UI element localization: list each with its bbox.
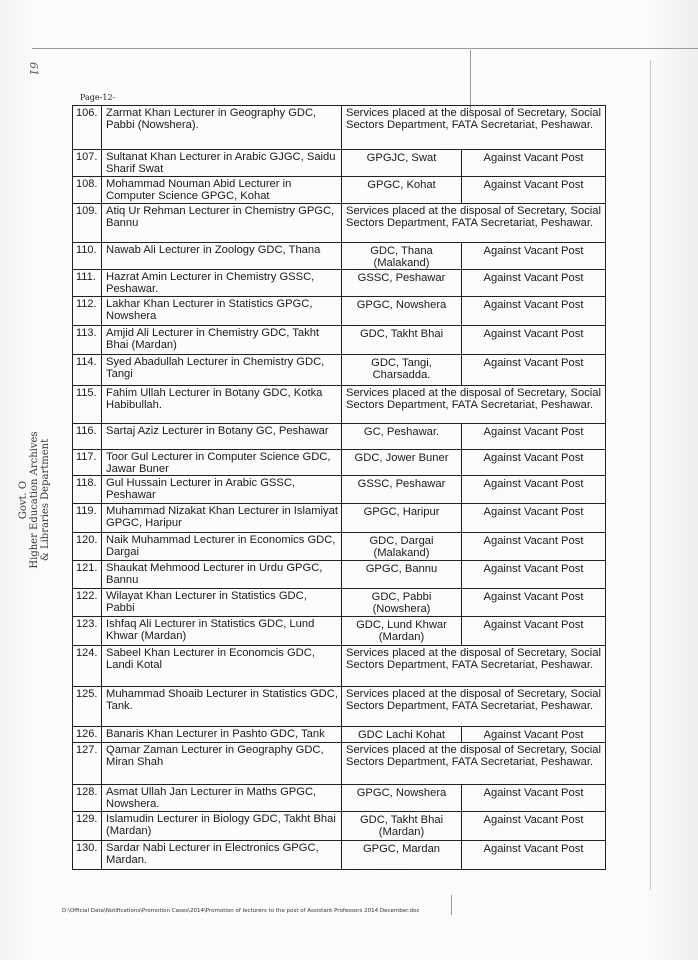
posting-place: GSSC, Peshawar — [342, 476, 462, 504]
table-row — [72, 354, 606, 386]
lecturer-name: Toor Gul Lecturer in Computer Science GDC, Jawar Buner — [102, 450, 342, 476]
serial-number: 126. — [72, 727, 102, 743]
posting-place: GPGC, Mardan — [342, 841, 462, 870]
table-row — [72, 203, 606, 243]
posting-place: GPGC, Nowshera — [342, 297, 462, 326]
posting-place: GC, Peshawar. — [342, 424, 462, 450]
posting-remarks: Services placed at the disposal of Secretary, Social Sectors Department, FATA Secretariat, Peshawar. — [342, 687, 606, 727]
lecturer-name: Lakhar Khan Lecturer in Statistics GPGC, Nowshera — [102, 297, 342, 326]
lecturer-name: Muhammad Nizakat Khan Lecturer in Islamiyat GPGC, Haripur — [102, 504, 342, 533]
posting-remarks: Services placed at the disposal of Secretary, Social Sectors Department, FATA Secretariat, Peshawar. — [342, 386, 606, 424]
serial-number: 111. — [72, 270, 102, 297]
serial-number: 109. — [72, 204, 102, 243]
lecturer-name: Shaukat Mehmood Lecturer in Urdu GPGC, Bannu — [102, 561, 342, 589]
post-status: Against Vacant Post — [462, 533, 606, 561]
serial-number: 128. — [72, 785, 102, 812]
posting-place: GPGC, Bannu — [342, 561, 462, 589]
serial-number: 118. — [72, 476, 102, 504]
post-status: Against Vacant Post — [462, 297, 606, 326]
table-row — [72, 242, 606, 270]
serial-number: 130. — [72, 841, 102, 870]
table-row — [72, 686, 606, 727]
table-row — [72, 296, 606, 326]
posting-place: GDC, Pabbi (Nowshera) — [342, 589, 462, 617]
lecturer-name: Asmat Ullah Jan Lecturer in Maths GPGC, Nowshera. — [102, 785, 342, 812]
post-status: Against Vacant Post — [462, 812, 606, 841]
post-status: Against Vacant Post — [462, 150, 606, 177]
lecturer-name: Banaris Khan Lecturer in Pashto GDC, Tank — [102, 727, 342, 743]
post-status: Against Vacant Post — [462, 476, 606, 504]
table-row — [72, 475, 606, 504]
table-row — [72, 503, 606, 533]
page-edge-line — [650, 60, 651, 890]
serial-number: 114. — [72, 355, 102, 386]
page-crease — [470, 50, 471, 110]
serial-number: 117. — [72, 450, 102, 476]
lecturer-name: Zarmat Khan Lecturer in Geography GDC, Pabbi (Nowshera). — [102, 106, 342, 150]
posting-place: GDC, Thana (Malakand) — [342, 243, 462, 270]
serial-number: 119. — [72, 504, 102, 533]
lecturer-name: Hazrat Amin Lecturer in Chemistry GSSC, Peshawar. — [102, 270, 342, 297]
serial-number: 108. — [72, 177, 102, 204]
table-row — [72, 176, 606, 204]
table-row — [72, 616, 606, 646]
post-status: Against Vacant Post — [462, 450, 606, 476]
table-row — [72, 811, 606, 841]
lecturer-name: Sartaj Aziz Lecturer in Botany GC, Peshawar — [102, 424, 342, 450]
table-row — [72, 645, 606, 687]
posting-place: GPGJC, Swat — [342, 150, 462, 177]
table-row — [72, 784, 606, 812]
post-status: Against Vacant Post — [462, 561, 606, 589]
posting-place: GSSC, Peshawar — [342, 270, 462, 297]
lecturer-name: Islamudin Lecturer in Biology GDC, Takht Bhai (Mardan) — [102, 812, 342, 841]
post-status: Against Vacant Post — [462, 270, 606, 297]
table-row — [72, 726, 606, 743]
page-number: Page-12- — [80, 93, 116, 102]
table-row — [72, 269, 606, 297]
lecturer-name: Muhammad Shoaib Lecturer in Statistics GDC, Tank. — [102, 687, 342, 727]
lecturer-name: Sabeel Khan Lecturer in Economcis GDC, Landi Kotal — [102, 646, 342, 687]
table-row — [72, 149, 606, 177]
page-fold-line — [32, 48, 698, 49]
lecturer-name: Sultanat Khan Lecturer in Arabic GJGC, Saidu Sharif Swat — [102, 150, 342, 177]
post-status: Against Vacant Post — [462, 589, 606, 617]
table-row — [72, 742, 606, 785]
lecturer-name: Gul Hussain Lecturer in Arabic GSSC, Peshawar — [102, 476, 342, 504]
stamp-line: Higher Education Archives — [29, 431, 40, 569]
table-row — [72, 840, 606, 870]
lecturer-name: Qamar Zaman Lecturer in Geography GDC, Miran Shah — [102, 743, 342, 785]
post-status: Against Vacant Post — [462, 785, 606, 812]
serial-number: 125. — [72, 687, 102, 727]
serial-number: 121. — [72, 561, 102, 589]
posting-remarks: Services placed at the disposal of Secretary, Social Sectors Department, FATA Secretariat, Peshawar. — [342, 743, 606, 785]
serial-number: 122. — [72, 589, 102, 617]
posting-place: GPGC, Nowshera — [342, 785, 462, 812]
table-row — [72, 105, 606, 150]
posting-place: GDC, Takht Bhai (Mardan) — [342, 812, 462, 841]
table-bottom-border — [72, 869, 606, 870]
table-left-border — [72, 105, 73, 869]
posting-remarks: Services placed at the disposal of Secretary, Social Sectors Department, FATA Secretariat, Peshawar. — [342, 106, 606, 150]
serial-number: 124. — [72, 646, 102, 687]
posting-place: GDC, Dargai (Malakand) — [342, 533, 462, 561]
serial-number: 115. — [72, 386, 102, 424]
posting-place: GDC, Lund Khwar (Mardan) — [342, 617, 462, 646]
post-status: Against Vacant Post — [462, 177, 606, 204]
post-status: Against Vacant Post — [462, 326, 606, 355]
serial-number: 120. — [72, 533, 102, 561]
posting-place: GDC Lachi Kohat — [342, 727, 462, 743]
posting-place: GDC, Jower Buner — [342, 450, 462, 476]
stamp-line: Govt. O — [18, 480, 29, 520]
post-status: Against Vacant Post — [462, 243, 606, 270]
table-row — [72, 385, 606, 424]
serial-number: 129. — [72, 812, 102, 841]
serial-number: 116. — [72, 424, 102, 450]
lecturer-name: Mohammad Nouman Abid Lecturer in Computer Science GPGC, Kohat — [102, 177, 342, 204]
posting-place: GDC, Takht Bhai — [342, 326, 462, 355]
footer-file-path: D:\Official Data\Notifications\Promotion Cases\2014\Promotion of lecturers to the post of Assistant Professors 2014 December.doc — [62, 908, 420, 914]
table-row — [72, 449, 606, 476]
serial-number: 110. — [72, 243, 102, 270]
posting-place: GPGC, Haripur — [342, 504, 462, 533]
stamp-text — [18, 420, 51, 580]
lecturer-name: Nawab Ali Lecturer in Zoology GDC, Thana — [102, 243, 342, 270]
stamp-line: & Libraries Department — [40, 438, 51, 562]
post-status: Against Vacant Post — [462, 424, 606, 450]
page-mark — [451, 895, 452, 915]
department-stamp — [18, 420, 78, 569]
serial-number: 127. — [72, 743, 102, 785]
posting-place: GPGC, Kohat — [342, 177, 462, 204]
lecturer-name: Fahim Ullah Lecturer in Botany GDC, Kotka Habibullah. — [102, 386, 342, 424]
serial-number: 113. — [72, 326, 102, 355]
posting-remarks: Services placed at the disposal of Secretary, Social Sectors Department, FATA Secretariat, Peshawar. — [342, 646, 606, 687]
serial-number: 112. — [72, 297, 102, 326]
post-status: Against Vacant Post — [462, 841, 606, 870]
lecturer-name: Atiq Ur Rehman Lecturer in Chemistry GPGC, Bannu — [102, 204, 342, 243]
table-row — [72, 588, 606, 617]
table-row — [72, 532, 606, 561]
corner-mark: 61 — [27, 62, 40, 76]
serial-number: 123. — [72, 617, 102, 646]
lecturer-name: Syed Abadullah Lecturer in Chemistry GDC, Tangi — [102, 355, 342, 386]
post-status: Against Vacant Post — [462, 504, 606, 533]
post-status: Against Vacant Post — [462, 355, 606, 386]
post-status: Against Vacant Post — [462, 617, 606, 646]
table-row — [72, 423, 606, 450]
posting-remarks: Services placed at the disposal of Secretary, Social Sectors Department, FATA Secretariat, Peshawar. — [342, 204, 606, 243]
posting-place: GDC, Tangi, Charsadda. — [342, 355, 462, 386]
lecturer-name: Naik Muhammad Lecturer in Economics GDC, Dargai — [102, 533, 342, 561]
lecturer-name: Ishfaq Ali Lecturer in Statistics GDC, Lund Khwar (Mardan) — [102, 617, 342, 646]
lecturer-name: Sardar Nabi Lecturer in Electronics GPGC, Mardan. — [102, 841, 342, 870]
serial-number: 106. — [72, 106, 102, 150]
table-row — [72, 325, 606, 355]
lecturer-name: Wilayat Khan Lecturer in Statistics GDC, Pabbi — [102, 589, 342, 617]
post-status: Against Vacant Post — [462, 727, 606, 743]
lecturer-name: Amjid Ali Lecturer in Chemistry GDC, Takht Bhai (Mardan) — [102, 326, 342, 355]
table-row — [72, 560, 606, 589]
serial-number: 107. — [72, 150, 102, 177]
